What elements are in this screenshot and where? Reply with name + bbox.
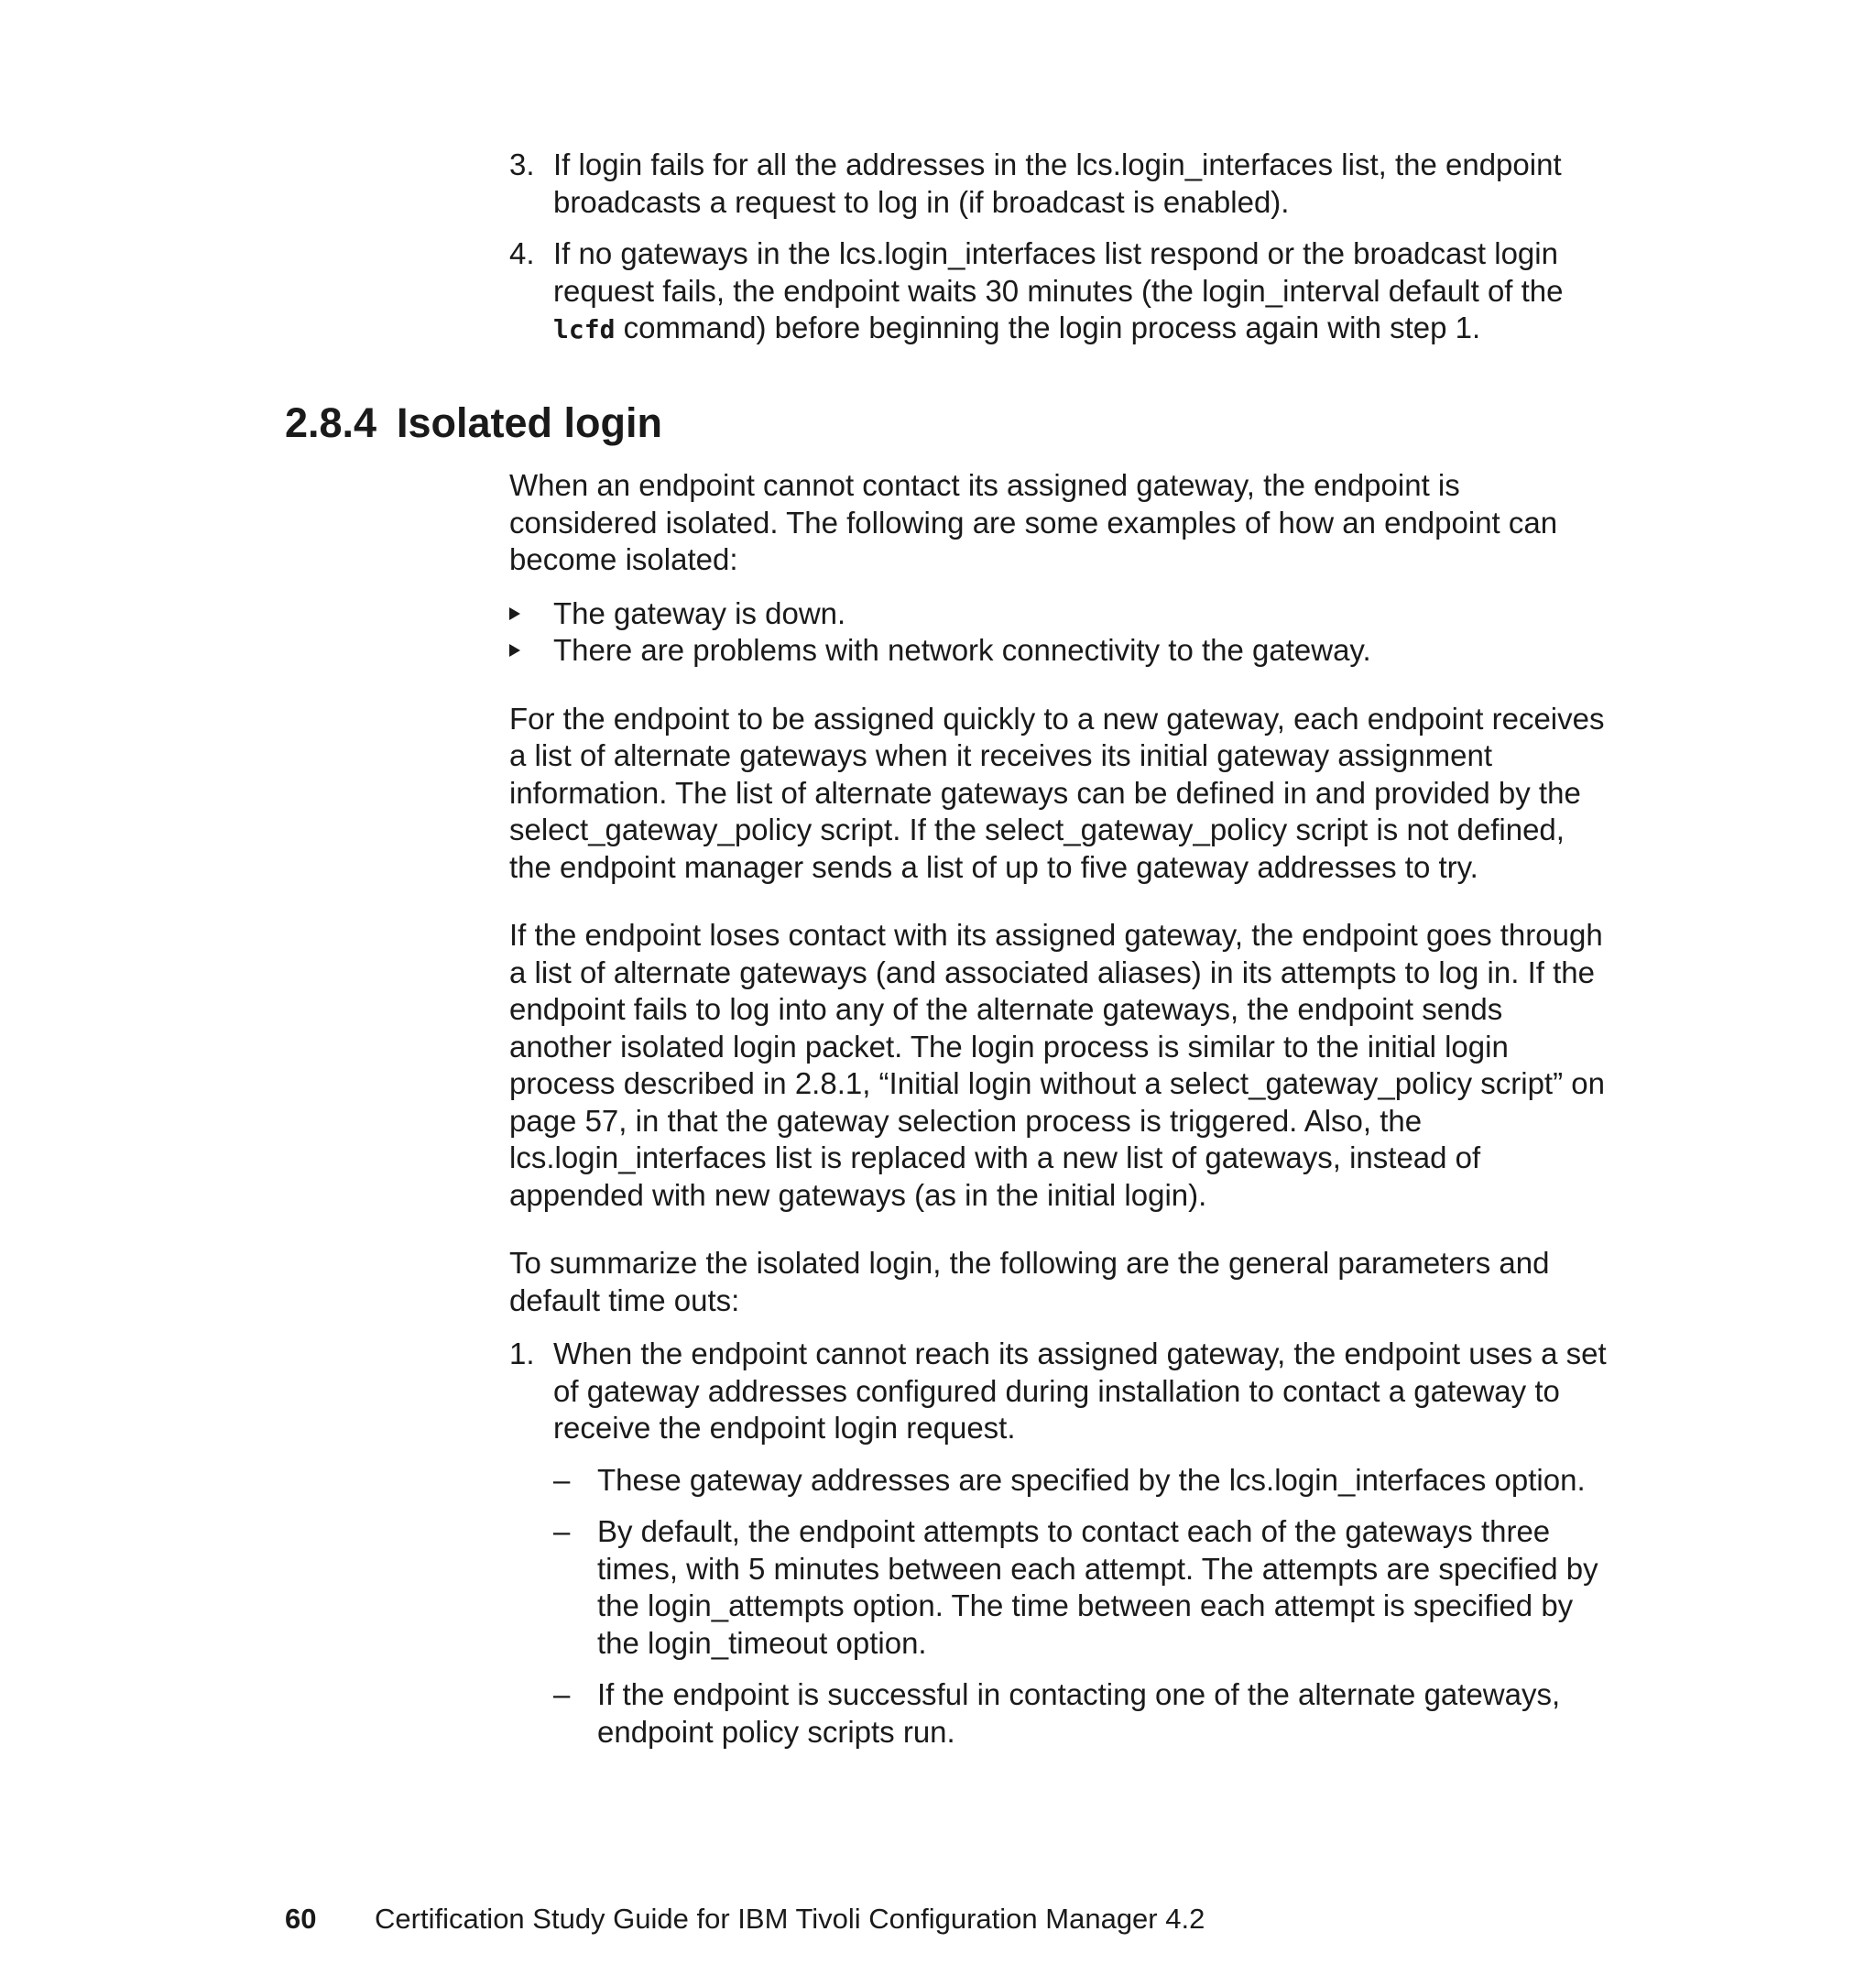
section-body xyxy=(509,467,1609,1765)
paragraph: For the endpoint to be assigned quickly to a new gateway, each endpoint receives a list of alternate gateways when it receives its initial gateway assignment information. The list of alternate gateways can be defined in and provided by the select_gateway_policy script. If the select_gateway_policy script is not defined, the endpoint manager sends a list of up to five gateway addresses to try. xyxy=(509,701,1605,884)
page-footer xyxy=(285,1901,1205,1937)
sub-item-text: By default, the endpoint attempts to contact each of the gateways three times, with 5 minutes between each attempt. The attempts are specified by the login_attempts option. The time between each attempt is specified by the login_timeout option. xyxy=(597,1514,1598,1660)
sub-item-text: If the endpoint is successful in contacting one of the alternate gateways, endpoint policy scripts run. xyxy=(597,1677,1561,1749)
dash-marker: – xyxy=(553,1514,571,1548)
dash-marker: – xyxy=(553,1677,571,1711)
list-item-text: If login fails for all the addresses in the lcs.login_interfaces list, the endpoint broadcasts a request to log in (if broadcast is enabled). xyxy=(553,147,1562,219)
bullet-text: The gateway is down. xyxy=(553,595,846,630)
intro-paragraph: When an endpoint cannot contact its assigned gateway, the endpoint is considered isolated. The following are some examples of how an endpoint can become isolated: xyxy=(509,468,1558,576)
section-number: 2.8.4 xyxy=(285,399,377,446)
list-item xyxy=(509,235,1609,349)
dash-marker: – xyxy=(553,1462,571,1497)
sub-item-text: These gateway addresses are specified by the lcs.login_interfaces option. xyxy=(597,1462,1586,1497)
book-title: Certification Study Guide for IBM Tivoli Configuration Manager 4.2 xyxy=(375,1903,1205,1935)
bullet-item xyxy=(509,632,1609,670)
list-item-number: 4. xyxy=(509,236,535,270)
sub-item xyxy=(553,1676,1609,1751)
bullet-triangle-icon xyxy=(509,607,520,620)
page-number: 60 xyxy=(285,1903,317,1935)
list-item-number: 1. xyxy=(509,1337,535,1370)
paragraph: If the endpoint loses contact with its assigned gateway, the endpoint goes through a list of alternate gateways (and associated aliases) in its attempts to log in. If the endpoint fails to log into any of the alternate gateways, the endpoint sends another isolated login packet. The login process is similar to the initial login process described in 2.8.1, “Initial login without a select_gateway_policy script” on page 57, in that the gateway selection process is triggered. Also, the lcs.login_interfaces list is replaced with a new list of gateways, instead of appended with new gateways (as in the initial login). xyxy=(509,918,1605,1212)
sub-item xyxy=(553,1513,1609,1662)
bullet-item xyxy=(509,595,1609,633)
list-item-text: If no gateways in the lcs.login_interfaces list respond or the broadcast login request fails, the endpoint waits 30 minutes (the login_interval default of the xyxy=(553,236,1564,308)
top-numbered-list xyxy=(509,147,1609,364)
bullet-triangle-icon xyxy=(509,644,520,657)
list-item-text: When the endpoint cannot reach its assigned gateway, the endpoint uses a set of gateway addresses configured during installation to contact a gateway to receive the endpoint login request. xyxy=(553,1337,1607,1445)
bullet-text: There are problems with network connectivity to the gateway. xyxy=(553,633,1371,667)
section-title: Isolated login xyxy=(397,399,663,446)
summary-list-item xyxy=(509,1336,1609,1751)
command-name: lcfd xyxy=(553,314,616,344)
bullet-list xyxy=(509,595,1609,670)
list-item-number: 3. xyxy=(509,147,535,181)
paragraph: To summarize the isolated login, the following are the general parameters and default time outs: xyxy=(509,1246,1550,1317)
section-heading xyxy=(285,398,662,448)
list-item-text: command) before beginning the login process again with step 1. xyxy=(615,311,1481,344)
list-item xyxy=(509,147,1609,221)
sub-item xyxy=(553,1462,1609,1500)
